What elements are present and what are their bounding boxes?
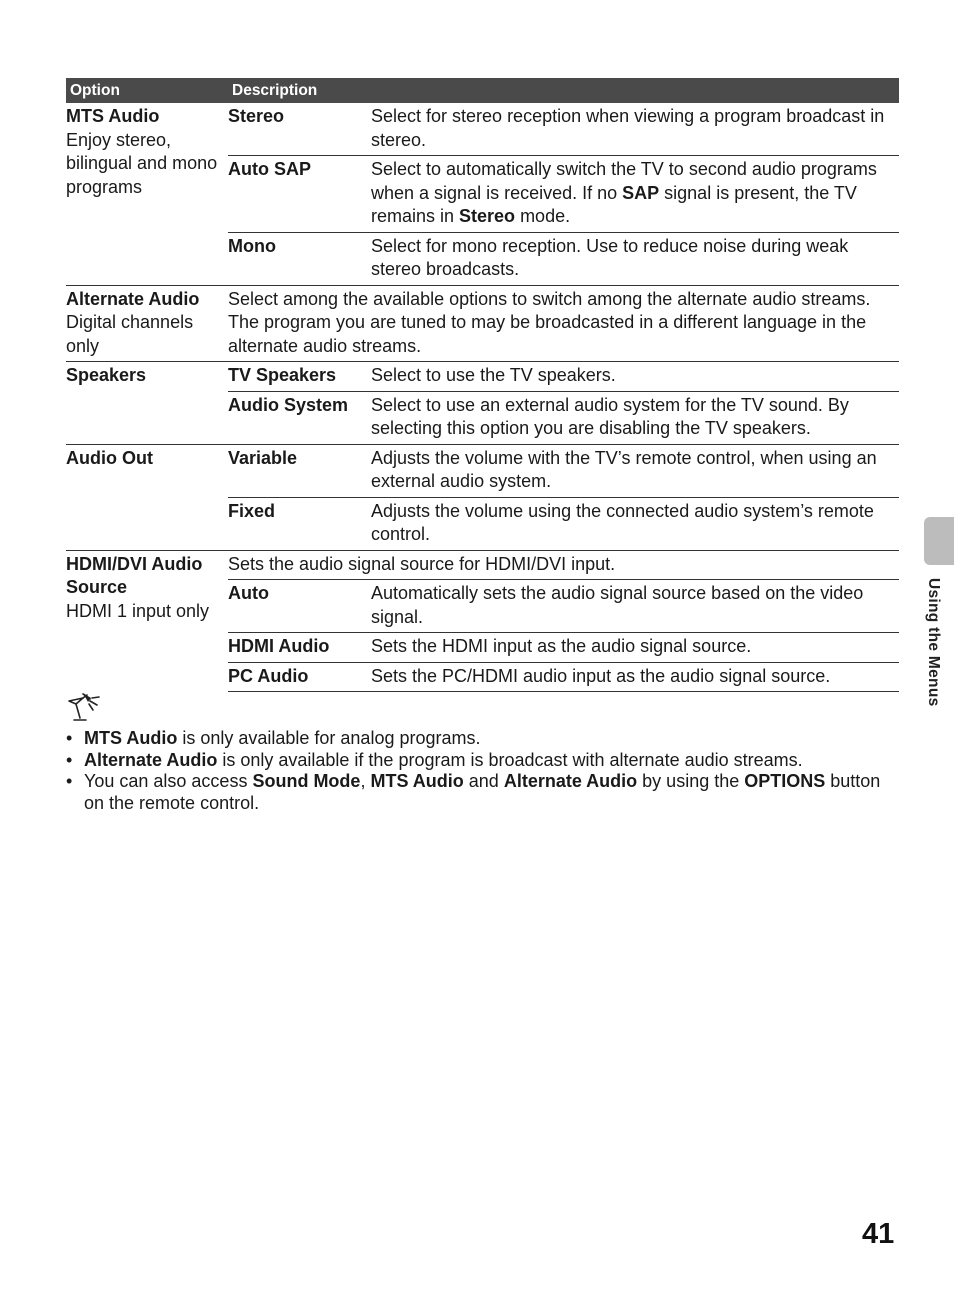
table-row [66,362,899,392]
option-note: Enjoy stereo, bilingual and mono programs [66,129,218,197]
note-bold: Sound Mode [252,771,361,791]
desc-bold: Stereo [459,206,516,226]
setting-description: Select to use an external audio system for the TV sound. By selecting this option you are disabling the TV speakers. [371,391,899,444]
note-text: and [463,771,504,791]
table-row [66,103,899,156]
list-item [66,728,896,750]
option-alternate-audio [66,285,228,362]
list-item [66,771,896,814]
option-audio-out: Audio Out [66,444,228,550]
setting-label: Auto SAP [228,156,371,233]
option-name: MTS Audio [66,106,160,126]
setting-description: Automatically sets the audio signal source based on the video signal. [371,580,899,633]
setting-label: Variable [228,444,371,497]
setting-label: Stereo [228,106,285,126]
desc-bold: SAP [622,182,660,203]
options-table [66,78,899,692]
setting-label: Mono [228,232,371,285]
setting-description: Sets the PC/HDMI audio input as the audio signal source. [371,662,899,692]
header-description: Description [228,78,899,103]
setting-label: HDMI Audio [228,633,371,663]
table-row [66,550,899,580]
option-name: Alternate Audio [66,288,200,309]
option-note: Digital channels only [66,312,194,356]
setting-label: Audio System [228,391,371,444]
note-bold: Alternate Audio [84,749,218,770]
option-hdmi-dvi-audio-source [66,550,228,692]
page-number: 41 [862,1218,895,1250]
setting-description [371,156,899,233]
note-bold: OPTIONS [744,771,826,791]
table-header-row [66,78,899,103]
option-note: HDMI 1 input only [66,600,210,621]
setting-description: Select for stereo reception when viewing a program broadcast in stereo. [371,106,885,150]
section-label: Using the Menus [925,578,942,707]
note-text: , [360,771,371,791]
option-speakers: Speakers [66,362,228,445]
note-bold: MTS Audio [370,771,464,791]
note-bold: Alternate Audio [503,771,638,791]
table-row [66,444,899,497]
desc-text: Select to automatically switch the TV to second audio programs when a signal is received. If no [371,159,877,203]
setting-description: Adjusts the volume using the connected audio system’s remote control. [371,497,899,550]
section-tab [924,517,954,565]
notes-list [66,728,896,814]
note-bold: MTS Audio [84,728,178,748]
setting-description: Select for mono reception. Use to reduce noise during weak stereo broadcasts. [371,232,899,285]
list-item [66,750,896,772]
note-text: by using the [637,771,745,791]
setting-description: Select to use the TV speakers. [371,362,899,392]
desc-text: signal is present, the TV remains in [371,182,857,226]
setting-description: Adjusts the volume with the TV’s remote control, when using an external audio system. [371,444,899,497]
setting-description: Sets the audio signal source for HDMI/DVI input. [228,550,899,580]
option-name: HDMI/DVI Audio Source [66,553,203,597]
note-text: You can also access [84,771,253,791]
note-text: is only available for analog programs. [177,728,481,748]
setting-label: Fixed [228,497,371,550]
desc-text: mode. [515,206,571,226]
setting-label: TV Speakers [228,362,371,392]
tip-lamp-icon [66,690,104,724]
setting-label: PC Audio [228,662,371,692]
note-text: is only available if the program is broadcast with alternate audio streams. [217,749,803,770]
setting-label: Auto [228,580,371,633]
option-mts-audio [66,103,228,285]
setting-description: Select among the available options to switch among the alternate audio streams. The program you are tuned to may be broadcasted in a different language in the alternate audio streams. [228,285,899,362]
header-option: Option [66,78,228,103]
note-text: button on the remote control. [84,771,881,813]
table-row [66,285,899,362]
setting-description: Sets the HDMI input as the audio signal source. [371,633,899,663]
